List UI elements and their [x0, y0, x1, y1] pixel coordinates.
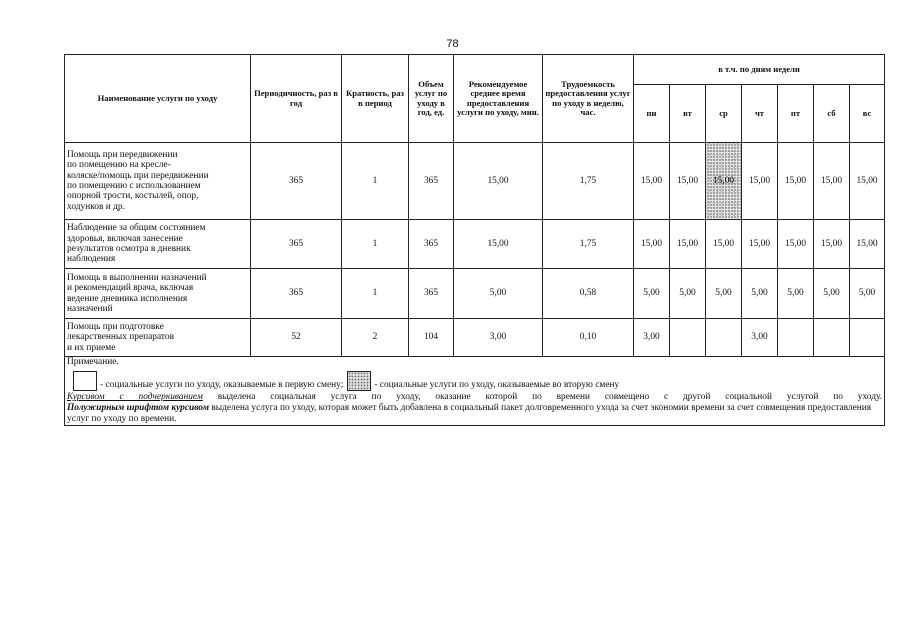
service-name-line: назначений: [67, 303, 113, 314]
service-name-line: ведение дневника исполнения: [67, 293, 188, 304]
header-day-sat: сб: [814, 85, 850, 143]
note-cell: [65, 357, 885, 426]
day-sun-cell: 5,00: [850, 269, 885, 319]
first-shift-swatch: [73, 371, 97, 391]
day-mon-cell: 15,00: [634, 143, 670, 220]
service-name-line: наблюдения: [67, 254, 116, 265]
volume-cell: 365: [409, 220, 454, 269]
service-name-line: Помощь при подготовке: [67, 321, 164, 332]
header-day-sun: вс: [850, 85, 885, 143]
service-name-line: коляске/помощь при передвижении: [67, 170, 209, 181]
bold-italic-label: Полужирным шрифтом курсивом: [67, 403, 210, 414]
page-number: 78: [446, 38, 459, 50]
table-row: [65, 143, 885, 220]
bold-italic-text: выделена услуга по уходу, которая может быть добавлена в социальный пакет долговременного ухода за счет экономии времени за счет совмещения предоставления услуг по уходу по времени.: [67, 403, 872, 425]
multiplicity-cell: 1: [342, 143, 409, 220]
table-row: [65, 220, 885, 269]
multiplicity-cell: 1: [342, 269, 409, 319]
care-services-table: [64, 54, 885, 426]
table-row: [65, 269, 885, 319]
second-shift-legend-text: - социальные услуги по уходу, оказываемые во вторую смену: [374, 380, 620, 390]
service-name-line: по помещению на кресле-: [67, 160, 171, 171]
header-volume: Объем услуг по уходу в год, ед.: [409, 55, 454, 143]
service-name-line: по помещению с использованием: [67, 181, 201, 191]
day-mon-cell: 5,00: [634, 269, 670, 319]
service-name-line: результатов осмотра в дневник: [67, 244, 191, 254]
header-service-name: Наименование услуги по уходу: [65, 55, 251, 143]
frequency-cell: 365: [251, 143, 342, 220]
service-name-cell: [65, 143, 251, 220]
italic-underline-label: Курсивом с подчеркиванием: [67, 392, 203, 403]
day-fri-cell: 5,00: [778, 269, 814, 319]
day-tue-cell: 15,00: [670, 220, 706, 269]
header-day-tue: вт: [670, 85, 706, 143]
table-row: [65, 319, 885, 357]
average-time-cell: 3,00: [454, 319, 543, 357]
service-name-cell: [65, 269, 251, 319]
italic-underline-text: выделена социальная услуга по уходу, оказание которой по времени совмещено с другой социальной услугой по уходу.: [202, 392, 883, 403]
day-sun-cell: 15,00: [850, 220, 885, 269]
day-sun-cell: [850, 319, 885, 357]
service-name-line: лекарственных препаратов: [67, 332, 174, 343]
service-name-line: Помощь при передвижении: [67, 149, 178, 160]
header-day-mon: пн: [634, 85, 670, 143]
service-name-line: и рекомендаций врача, включая: [67, 283, 194, 294]
day-mon-cell: 3,00: [634, 319, 670, 357]
day-wed-cell: 15,00: [706, 143, 742, 220]
labor-cell: 0,10: [543, 319, 634, 357]
header-day-fri: пт: [778, 85, 814, 143]
multiplicity-cell: 2: [342, 319, 409, 357]
day-sat-cell: 5,00: [814, 269, 850, 319]
frequency-cell: 52: [251, 319, 342, 357]
first-shift-legend-text: - социальные услуги по уходу, оказываемые в первую смену;: [100, 380, 344, 390]
labor-cell: 0,58: [543, 269, 634, 319]
day-sun-cell: 15,00: [850, 143, 885, 220]
italic-underline-note: [67, 392, 882, 403]
service-name-line: ходунков и др.: [67, 201, 125, 212]
day-wed-cell: 15,00: [706, 220, 742, 269]
service-name-line: Наблюдение за общим состоянием: [67, 223, 206, 234]
service-name-line: здоровья, включая занесение: [67, 233, 183, 244]
day-thu-cell: 15,00: [742, 220, 778, 269]
header-day-thu: чт: [742, 85, 778, 143]
header-multiplicity: Кратность, раз в период: [342, 55, 409, 143]
header-day-wed: ср: [706, 85, 742, 143]
service-name-line: Помощь в выполнении назначений: [67, 272, 207, 283]
day-thu-cell: 15,00: [742, 143, 778, 220]
volume-cell: 365: [409, 269, 454, 319]
day-tue-cell: 5,00: [670, 269, 706, 319]
header-labor-intensity: Трудоемкость предоставления услуг по уходу в неделю, час.: [543, 55, 634, 143]
day-fri-cell: 15,00: [778, 220, 814, 269]
labor-cell: 1,75: [543, 143, 634, 220]
day-tue-cell: [670, 319, 706, 357]
bold-italic-note: [67, 403, 882, 425]
day-sat-cell: 15,00: [814, 220, 850, 269]
day-thu-cell: 5,00: [742, 269, 778, 319]
multiplicity-cell: 1: [342, 220, 409, 269]
day-tue-cell: 15,00: [670, 143, 706, 220]
service-name-line: и их приеме: [67, 342, 116, 353]
shift-legend: [73, 371, 882, 391]
header-frequency: Периодичность, раз в год: [251, 55, 342, 143]
service-name-line: опорной трости, костылей, опор,: [67, 191, 199, 202]
note-row: [65, 357, 885, 426]
average-time-cell: 5,00: [454, 269, 543, 319]
volume-cell: 104: [409, 319, 454, 357]
average-time-cell: 15,00: [454, 143, 543, 220]
labor-cell: 1,75: [543, 220, 634, 269]
header-average-time: Рекомендуемое среднее время предоставления услуги по уходу, мин.: [454, 55, 543, 143]
day-fri-cell: 15,00: [778, 143, 814, 220]
volume-cell: 365: [409, 143, 454, 220]
day-thu-cell: 3,00: [742, 319, 778, 357]
header-days-group: в т.ч. по дням недели: [634, 55, 885, 85]
average-time-cell: 15,00: [454, 220, 543, 269]
day-sat-cell: [814, 319, 850, 357]
day-wed-cell: 5,00: [706, 269, 742, 319]
day-mon-cell: 15,00: [634, 220, 670, 269]
frequency-cell: 365: [251, 269, 342, 319]
frequency-cell: 365: [251, 220, 342, 269]
day-sat-cell: 15,00: [814, 143, 850, 220]
day-fri-cell: [778, 319, 814, 357]
note-title: Примечание.: [67, 357, 119, 367]
day-wed-cell: [706, 319, 742, 357]
service-name-cell: [65, 319, 251, 357]
service-name-cell: [65, 220, 251, 269]
second-shift-swatch: [347, 371, 371, 391]
